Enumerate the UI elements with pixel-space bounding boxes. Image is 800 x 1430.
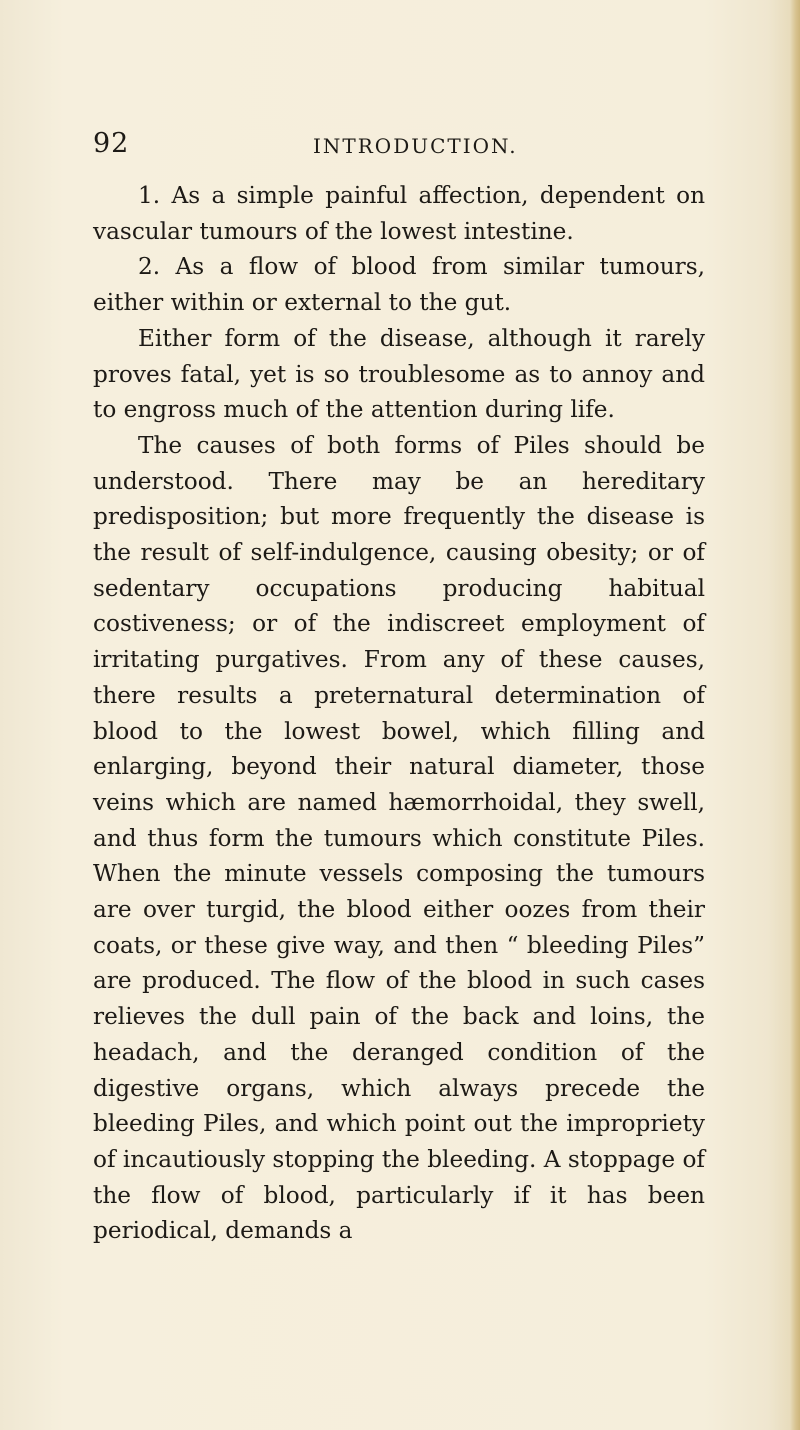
paragraph-3: Either form of the disease, although it rarely proves fatal, yet is so troublesome as to annoy and to engross much of the attention during life. <box>93 324 705 424</box>
running-head: INTRODUCTION. <box>313 134 518 158</box>
paragraph-4: The causes of both forms of Piles should be understood. There may be an hereditary predisposition; but more frequently the disease is the result of self-indulgence, causing obesity; or of sedentary occupations producing habitual costiveness; or of the indiscreet employment of irritating purgatives. From any of these causes, there results a preternatural determination of blood to the lowest bowel, which filling and enlarging, beyond their natural diameter, those veins which are named hæmorrhoidal, they swell, and thus form the tumours which constitute Piles. When the minute vessels composing the tumours are over turgid, the blood either oozes from their coats, or these give way, and then “ bleeding Piles” are produced. The flow of the blood in such cases relieves the dull pain of the back and loins, the headach, and the deranged condition of the digestive organs, which always precede the bleeding Piles, and which point out the impropriety of incautiously stopping the bleeding. A stoppage of the flow of blood, particularly if it has been periodical, demands a <box>93 431 705 1245</box>
page-number: 92 <box>93 128 130 159</box>
page-header <box>93 128 713 168</box>
paragraph-1: 1. As a simple painful affection, dependent on vascular tumours of the lowest intestine. <box>93 182 705 245</box>
body-text <box>93 178 705 1249</box>
paragraph-2: 2. As a flow of blood from similar tumours, either within or external to the gut. <box>93 253 705 317</box>
page-edge-shadow <box>790 0 800 1430</box>
